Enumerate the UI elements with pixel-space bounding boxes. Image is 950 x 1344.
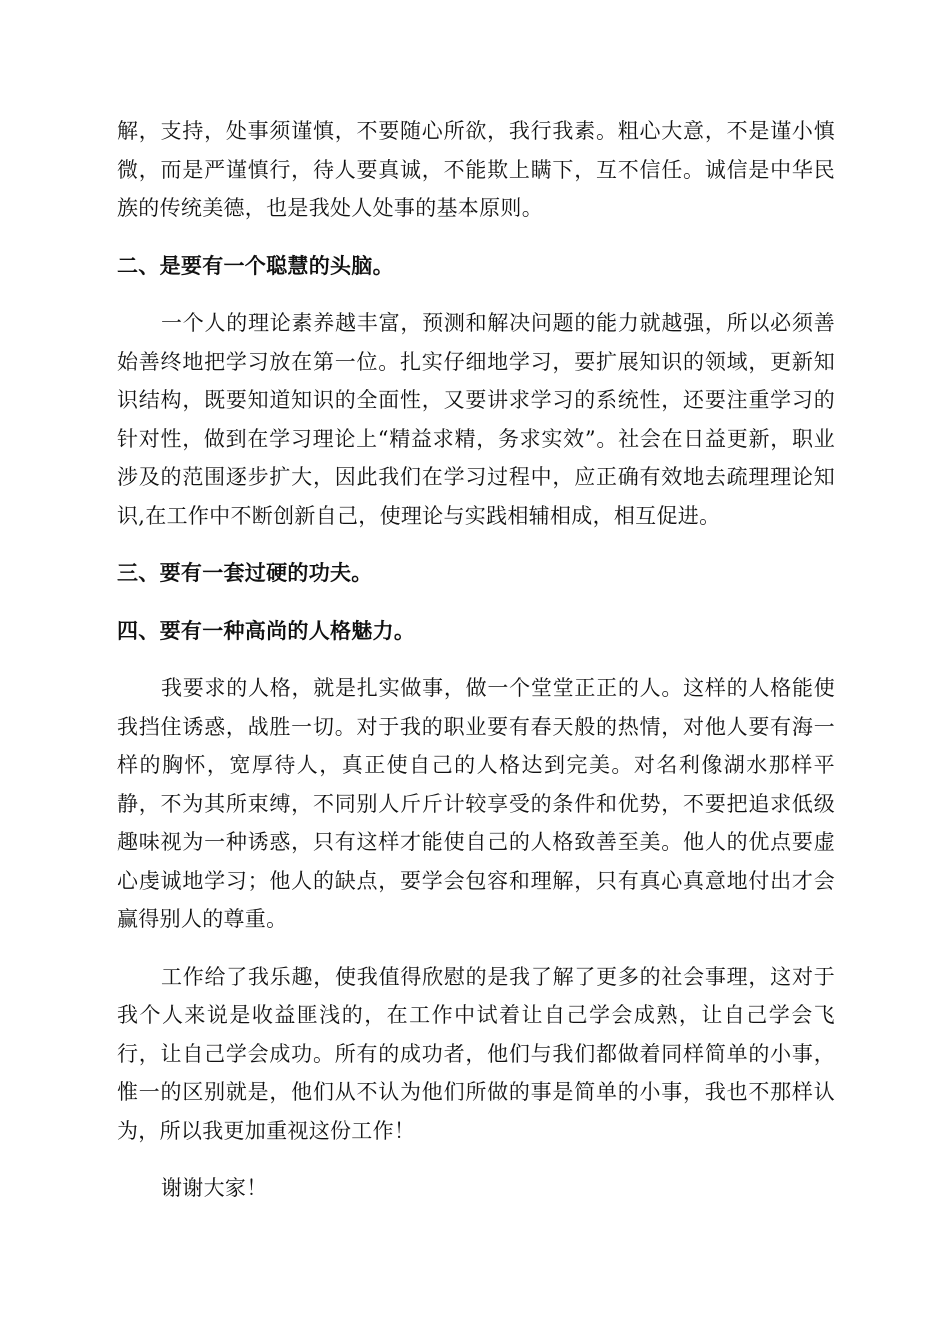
paragraph-thanks: 谢谢大家！ — [161, 1176, 268, 1200]
paragraph-work: 工作给了我乐趣，使我值得欣慰的是我了解了更多的社会事理，这对于我个人来说是收益匪浅的，在工作中试着让自己学会成熟，让自己学会飞行，让自己学会成功。所有的成功者，他们与我们都做着同样简单的小事，惟一的区别就是，他们从不认为他们所做的事是简单的小事，我也不那样认为，所以我更加重视这份工作！ — [117, 964, 835, 1143]
section-heading-3: 三、要有一套过硬的功夫。 — [117, 560, 373, 585]
paragraph-gap — [117, 593, 835, 612]
paragraph-personality: 我要求的人格，就是扎实做事，做一个堂堂正正的人。这样的人格能使我挡住诱惑，战胜一切。对于我的职业要有春天般的热情，对他人要有海一样的胸怀，宽厚待人，真正使自己的人格达到完美。对名利像湖水那样平静，不为其所束缚，不同别人斤斤计较享受的条件和优势，不要把追求低级趣味视为一种诱惑，只有这样才能使自己的人格致善至美。他人的优点要虚心虔诚地学习；他人的缺点，要学会包容和理解，只有真心真意地付出才会赢得别人的尊重。 — [117, 676, 835, 931]
paragraph-gap — [117, 1150, 835, 1169]
document-body — [117, 112, 835, 1208]
section-heading-4: 四、要有一种高尚的人格魅力。 — [117, 617, 416, 643]
paragraph-learning: 一个人的理论素养越丰富，预测和解决问题的能力就越强，所以必须善始善终地把学习放在第一位。扎实仔细地学习，要扩展知识的领域，更新知识结构，既要知道知识的全面性，又要讲求学习的系统性，还要注重学习的针对性，做到在学习理论上“精益求精，务求实效”。社会在日益更新，职业涉及的范围逐步扩大，因此我们在学习过程中，应正确有效地去疏理理论知识,在工作中不断创新自己，使理论与实践相辅相成，相互促进。 — [117, 311, 835, 528]
paragraph-gap — [117, 535, 835, 554]
paragraph-continuation: 解，支持，处事须谨慎，不要随心所欲，我行我素。粗心大意，不是谨小慎微，而是严谨慎行，待人要真诚，不能欺上瞒下，互不信任。诚信是中华民族的传统美德，也是我处人处事的基本原则。 — [117, 119, 835, 220]
paragraph-gap — [117, 228, 835, 247]
paragraph-gap — [117, 939, 835, 958]
paragraph-gap — [117, 285, 835, 304]
paragraph-gap — [117, 650, 835, 669]
section-heading-2: 二、是要有一个聪慧的头脑。 — [117, 252, 394, 278]
